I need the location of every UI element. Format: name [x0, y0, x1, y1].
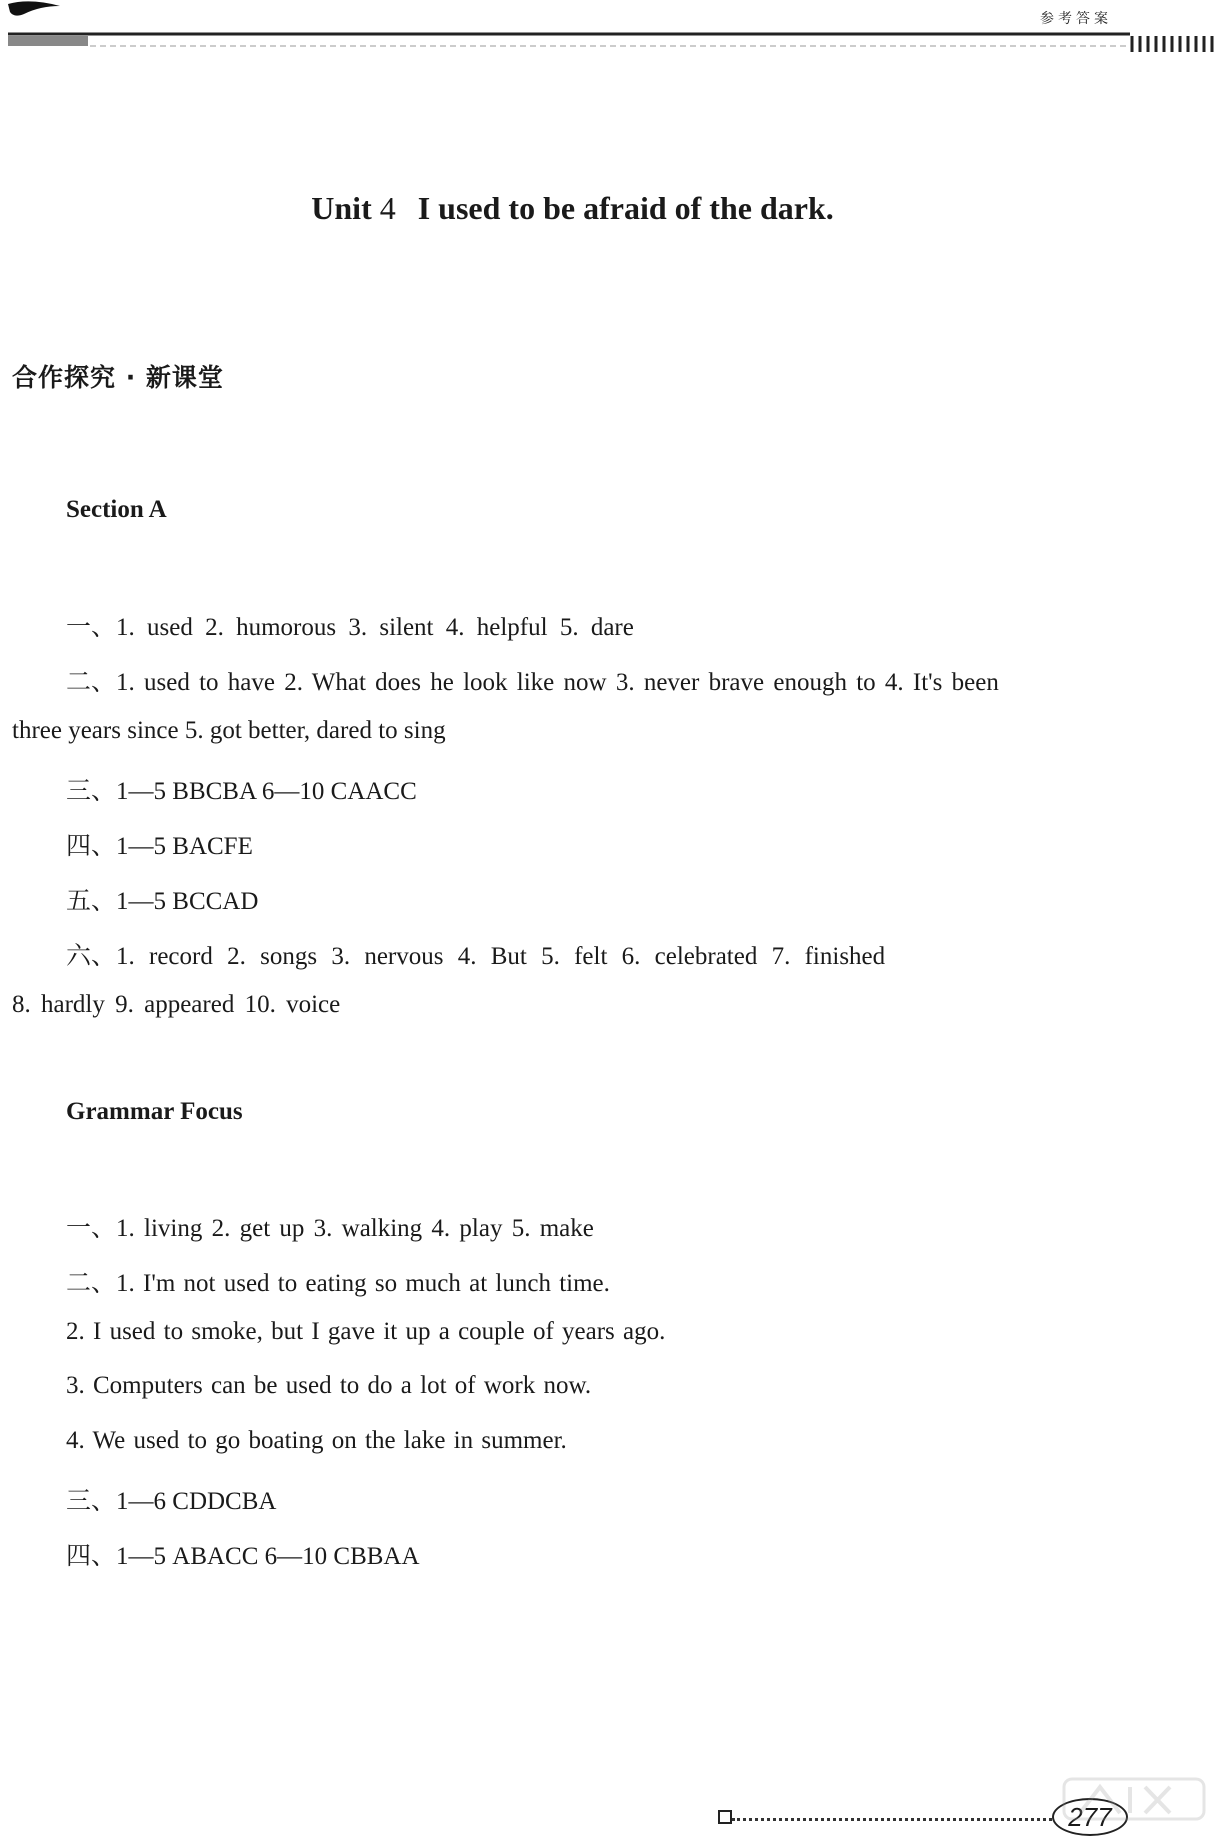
header-label: 参考答案: [1040, 12, 1112, 27]
answer-line: 二、1. used to have 2. What does he look like now 3. never brave enough to 4. It's been: [66, 667, 999, 696]
answer-line: 三、1—5 BBCBA 6—10 CAACC: [66, 776, 417, 805]
section-a-heading: Section A: [66, 496, 167, 523]
unit-title-text: I used to be afraid of the dark.: [417, 190, 834, 226]
section-heading: 合作探究 · 新课堂: [12, 363, 224, 392]
header-swoosh-icon: [8, 1, 60, 15]
answer-line: 3. Computers can be used to do a lot of work now.: [66, 1372, 592, 1399]
footer-square-icon: [718, 1810, 732, 1824]
answer-line: 8. hardly 9. appeared 10. voice: [12, 991, 341, 1018]
unit-title: [0, 190, 1145, 227]
header-band: [0, 0, 1218, 60]
unit-label: Unit: [311, 190, 372, 226]
answer-line: 四、1—5 BACFE: [66, 831, 253, 860]
watermark-icon: [1060, 1775, 1210, 1825]
answer-line: 4. We used to go boating on the lake in summer.: [66, 1427, 567, 1454]
answer-line: 三、1—6 CDDCBA: [66, 1486, 277, 1515]
answer-line: 一、1. living 2. get up 3. walking 4. play 5. make: [66, 1213, 594, 1242]
footer-dotted-rule: [732, 1818, 1052, 1821]
answer-line: 2. I used to smoke, but I gave it up a couple of years ago.: [66, 1318, 666, 1345]
answer-line: 二、1. I'm not used to eating so much at lunch time.: [66, 1268, 610, 1297]
unit-number: 4: [379, 190, 396, 226]
answer-line: 四、1—5 ABACC 6—10 CBBAA: [66, 1541, 420, 1570]
answer-line: 五、1—5 BCCAD: [66, 886, 259, 915]
answer-line: 六、1. record 2. songs 3. nervous 4. But 5. felt 6. celebrated 7. finished: [66, 941, 886, 970]
answer-line: 一、1. used 2. humorous 3. silent 4. helpful 5. dare: [66, 612, 634, 641]
page-number: 277: [1052, 1798, 1128, 1836]
answer-line: three years since 5. got better, dared to sing: [12, 717, 446, 744]
grammar-focus-heading: Grammar Focus: [66, 1098, 243, 1125]
